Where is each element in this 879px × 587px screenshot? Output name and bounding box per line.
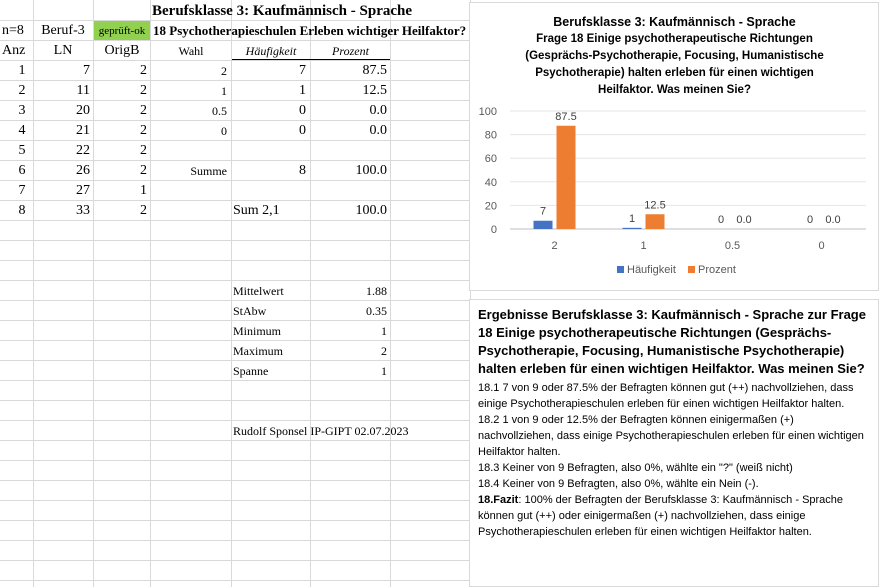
cell-ln[interactable]: 27 <box>76 183 90 198</box>
cell-origb[interactable]: 1 <box>140 183 147 198</box>
cell-haeufigkeit[interactable]: 7 <box>299 63 306 78</box>
stat-label[interactable]: Maximum <box>233 344 283 358</box>
col-header-ln[interactable]: LN <box>53 43 73 58</box>
cell-haeufigkeit[interactable]: 0 <box>299 123 306 138</box>
cell-anz[interactable]: 7 <box>18 183 26 198</box>
bar-prozent <box>646 214 665 229</box>
cell-prozent[interactable]: 0.0 <box>369 123 387 138</box>
cell-haeufigkeit[interactable]: 1 <box>299 83 306 98</box>
chart-title-line: Heilfaktor. Was meinen Sie? <box>598 84 751 96</box>
x-tick-label: 0 <box>818 240 825 252</box>
stat-value[interactable]: 0.35 <box>366 304 387 318</box>
summe-haeufigkeit[interactable]: 8 <box>299 163 306 178</box>
bar-haeufigkeit <box>534 221 553 229</box>
cell-ln[interactable]: 20 <box>76 103 90 118</box>
data-label: 0.0 <box>736 214 752 226</box>
x-tick-label: 0.5 <box>724 240 741 252</box>
x-tick-label: 2 <box>551 240 558 252</box>
x-tick-label: 1 <box>640 240 647 252</box>
chart-title-line: Frage 18 Einige psychotherapeutische Richtungen <box>536 33 813 45</box>
result-paragraph: 18.2 1 von 9 oder 12.5% der Befragten können einigermaßen (+) nachvollziehen, dass einige Psychotherapieschulen erleben für einen wichtigen Heilfaktor halten. <box>478 414 864 458</box>
cell-origb[interactable]: 2 <box>140 163 147 178</box>
cell-ln[interactable]: 7 <box>83 63 90 78</box>
col-header-wahl[interactable]: Wahl <box>178 44 204 58</box>
summe-prozent[interactable]: 100.0 <box>355 163 387 178</box>
y-tick-label: 0 <box>490 224 497 236</box>
n-count[interactable]: n=8 <box>2 23 24 38</box>
col-header-haeufigkeit[interactable]: Häufigkeit <box>245 44 297 58</box>
y-tick-label: 20 <box>484 200 497 213</box>
cell-haeufigkeit[interactable]: 0 <box>299 103 306 118</box>
cell-anz[interactable]: 3 <box>18 103 26 118</box>
header-underline <box>232 59 390 60</box>
legend-label: Häufigkeit <box>627 264 676 276</box>
cell-ln[interactable]: 22 <box>76 143 90 158</box>
grid-col-line <box>390 0 391 587</box>
cell-wahl[interactable]: 0 <box>221 124 227 138</box>
sum21-prozent[interactable]: 100.0 <box>355 203 387 218</box>
data-label: 1 <box>628 212 636 225</box>
stat-label[interactable]: Mittelwert <box>233 284 284 298</box>
cell-origb[interactable]: 2 <box>140 123 147 138</box>
data-label: 7 <box>539 205 547 218</box>
data-label: 12.5 <box>644 199 666 212</box>
fazit-text: : 100% der Befragten der Berufsklasse 3: Kaufmännisch - Sprache können gut (++) oder einigermaßen (+) nachvollziehen, dass einige Psychotherapieschulen erleben für einen wichtigen Heilfaktor halten. <box>478 494 844 538</box>
cell-anz[interactable]: 2 <box>18 83 26 98</box>
stat-label[interactable]: Minimum <box>233 324 282 338</box>
cell-prozent[interactable]: 12.5 <box>362 83 387 98</box>
chart-title-line: Psychotherapie) halten erleben für einen wichtigen <box>535 67 814 79</box>
stat-value[interactable]: 1 <box>381 364 387 378</box>
cell-origb[interactable]: 2 <box>140 83 147 98</box>
cell-anz[interactable]: 4 <box>18 123 26 138</box>
y-tick-label: 60 <box>484 153 497 166</box>
cell-ln[interactable]: 26 <box>76 163 90 178</box>
cell-anz[interactable]: 8 <box>18 203 26 218</box>
cell-ln[interactable]: 11 <box>76 83 90 98</box>
cell-anz[interactable]: 6 <box>18 163 26 178</box>
chart-title-line: Berufsklasse 3: Kaufmännisch - Sprache <box>553 15 796 29</box>
col-header-anz[interactable]: Anz <box>2 43 26 58</box>
col-header-origb[interactable]: OrigB <box>104 43 140 58</box>
stat-label[interactable]: StAbw <box>233 304 267 318</box>
bar-chart <box>470 3 878 290</box>
results-panel[interactable] <box>469 299 879 587</box>
result-paragraph: 18.1 7 von 9 oder 87.5% der Befragten können gut (++) nachvollziehen, dass einige Psychotherapieschulen erleben für einen wichtigen Heilfaktor halten. <box>478 382 854 410</box>
beruf-label[interactable]: Beruf-3 <box>41 23 85 38</box>
cell-origb[interactable]: 2 <box>140 63 147 78</box>
sheet-title: Berufsklasse 3: Kaufmännisch - Sprache <box>152 3 413 19</box>
question-label[interactable]: 18 Psychotherapieschulen Erleben wichtiger Heilfaktor? <box>153 23 467 38</box>
cell-origb[interactable]: 2 <box>140 103 147 118</box>
cell-origb[interactable]: 2 <box>140 143 147 158</box>
cell-anz[interactable]: 1 <box>18 63 26 78</box>
cell-anz[interactable]: 5 <box>18 143 26 158</box>
data-label: 0 <box>717 214 725 226</box>
legend-swatch <box>617 266 624 273</box>
chart-panel[interactable] <box>469 2 879 291</box>
y-tick-label: 80 <box>484 129 497 142</box>
result-paragraph: 18.3 Keiner von 9 Befragten, also 0%, wählte ein "?" (weiß nicht) <box>478 462 793 474</box>
cell-wahl[interactable]: 1 <box>221 84 227 98</box>
result-paragraph: 18.4 Keiner von 9 Befragten, also 0%, wählte ein Nein (-). <box>478 478 759 490</box>
cell-origb[interactable]: 2 <box>140 203 147 218</box>
data-label: 0 <box>806 214 814 226</box>
y-tick-label: 100 <box>478 106 497 118</box>
legend-label: Prozent <box>698 264 736 276</box>
result-fazit <box>478 492 870 540</box>
cell-ln[interactable]: 21 <box>76 123 90 138</box>
cell-ln[interactable]: 33 <box>76 203 90 218</box>
fazit-label: 18.Fazit <box>478 494 519 506</box>
col-header-prozent[interactable]: Prozent <box>332 44 369 58</box>
y-tick-label: 40 <box>484 176 497 189</box>
sum21-label[interactable]: Sum 2,1 <box>233 203 280 218</box>
results-heading: Ergebnisse Berufsklasse 3: Kaufmännisch - Sprache zur Frage 18 Einige psychotherapeutische Richtungen (Gesprächs-Psychotherapie, Focusing, Humanistische Psychotherapie) halten erleben für einen wichtigen Heilfaktor. Was meinen Sie? <box>478 307 866 376</box>
bar-prozent <box>557 126 576 229</box>
stat-value[interactable]: 1.88 <box>366 284 387 298</box>
summe-label[interactable]: Summe <box>190 164 227 178</box>
cell-wahl[interactable]: 2 <box>221 64 227 78</box>
bar-haeufigkeit <box>623 228 642 229</box>
legend-swatch <box>688 266 695 273</box>
checked-label[interactable]: geprüft-ok <box>98 25 146 37</box>
chart-title-line: (Gesprächs-Psychotherapie, Focusing, Humanistische <box>525 50 824 62</box>
stat-label[interactable]: Spanne <box>233 364 269 378</box>
cell-wahl[interactable]: 0.5 <box>212 104 227 118</box>
data-label: 87.5 <box>555 110 577 123</box>
stat-value[interactable]: 1 <box>381 324 387 338</box>
cell-prozent[interactable]: 87.5 <box>362 63 387 78</box>
stat-value[interactable]: 2 <box>381 344 387 358</box>
cell-prozent[interactable]: 0.0 <box>369 103 387 118</box>
data-label: 0.0 <box>825 214 841 226</box>
author-credit[interactable]: Rudolf Sponsel IP-GIPT 02.07.2023 <box>233 424 409 438</box>
